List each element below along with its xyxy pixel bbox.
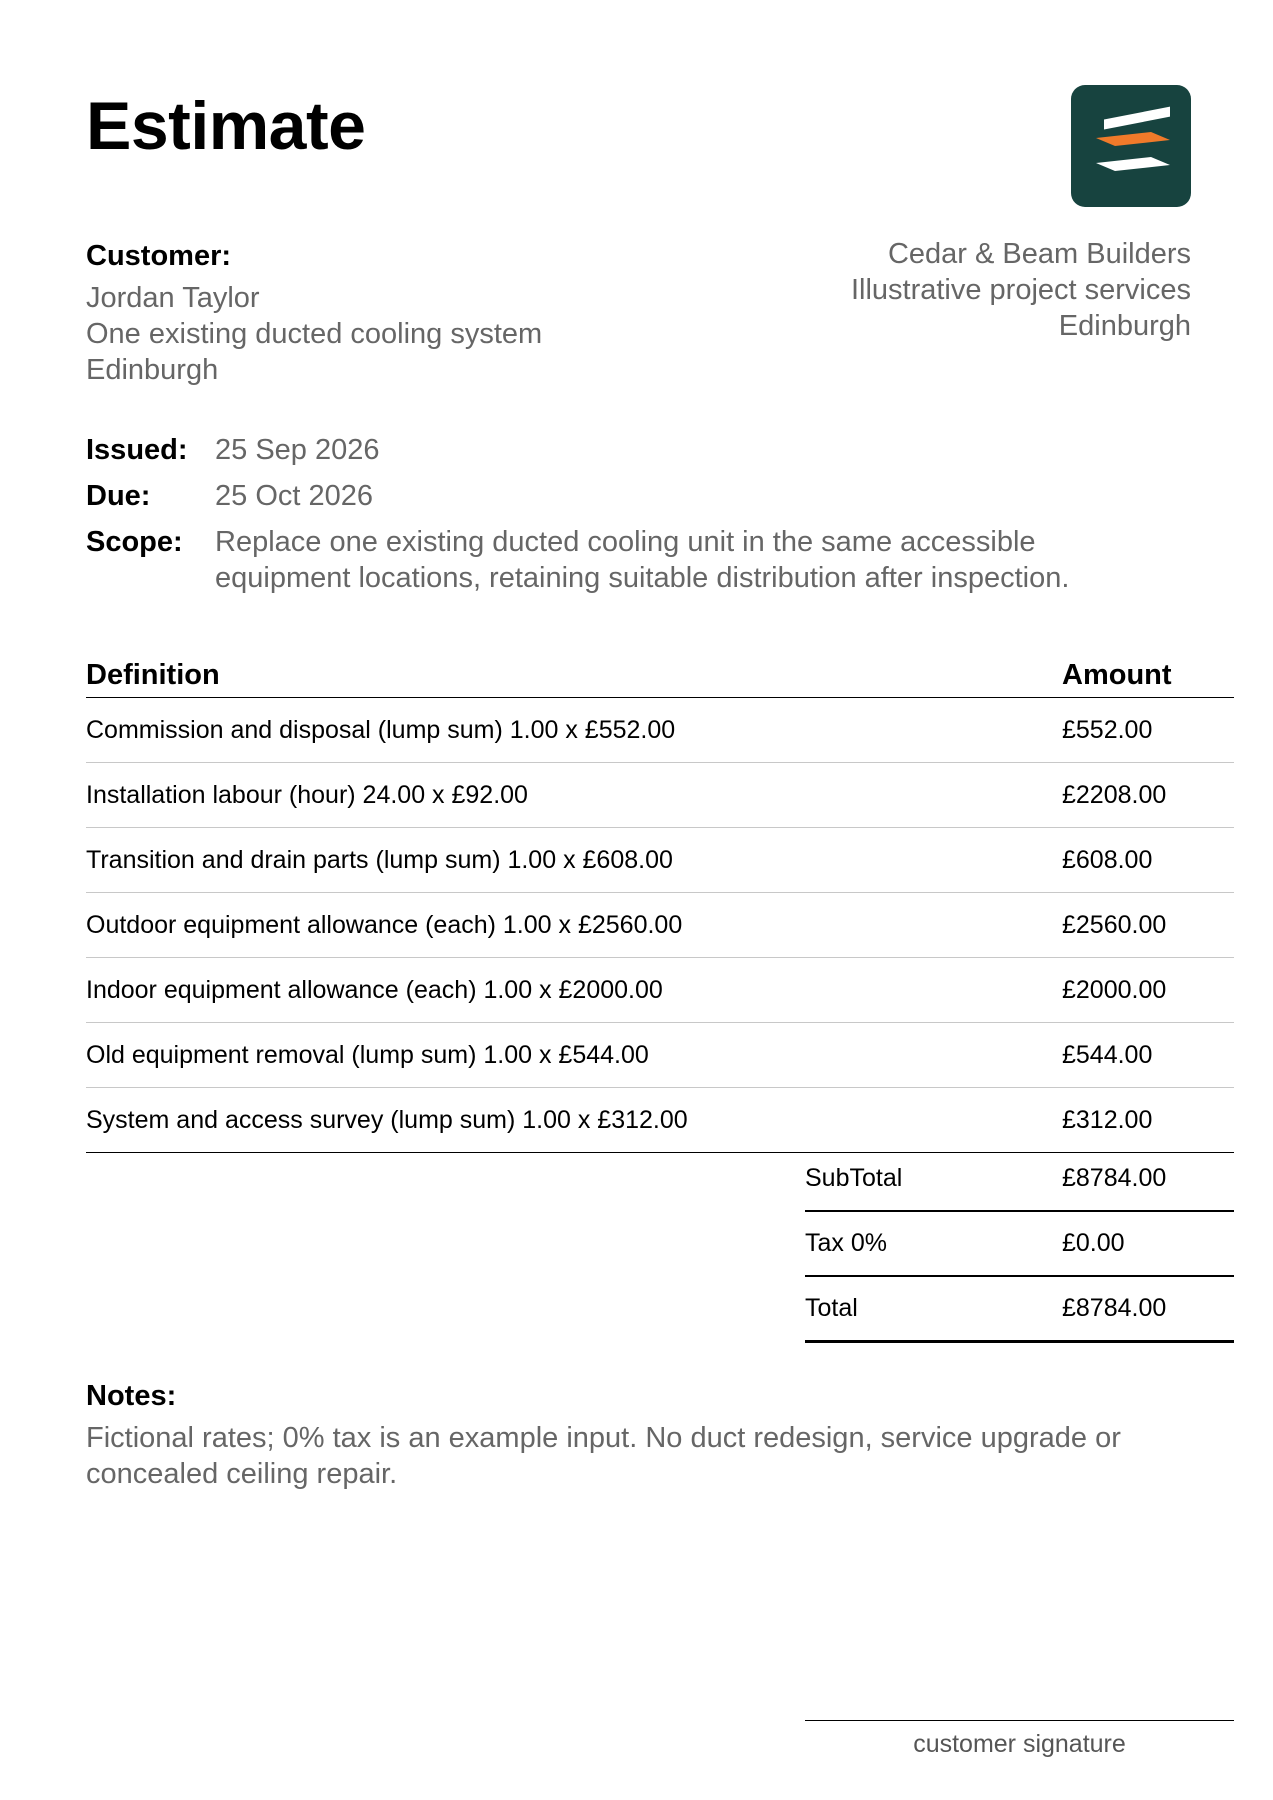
notes-line1: Fictional rates; 0% tax is an example input. No duct redesign, service upgrade or [86, 1422, 1121, 1454]
header-amount: Amount [1062, 659, 1172, 691]
company-line2: Illustrative project services [850, 274, 1191, 306]
tax-value: £0.00 [1062, 1229, 1125, 1257]
estimate-meta [86, 432, 1186, 606]
row-amount: £608.00 [1062, 846, 1153, 874]
table-row [86, 763, 1234, 828]
subtotal-value: £8784.00 [1062, 1164, 1167, 1192]
row-definition: Transition and drain parts (lump sum) 1.00 x £608.00 [86, 846, 673, 874]
row-definition: Indoor equipment allowance (each) 1.00 x £2000.00 [86, 976, 663, 1004]
table-row [86, 1088, 1234, 1153]
notes-line2: concealed ceiling repair. [86, 1458, 398, 1490]
company-block [851, 236, 1191, 344]
table-body [86, 698, 1234, 1153]
tax-row [805, 1212, 1234, 1277]
row-amount: £2208.00 [1062, 781, 1167, 809]
row-definition: Outdoor equipment allowance (each) 1.00 x £2560.00 [86, 911, 683, 939]
row-amount: £312.00 [1062, 1106, 1153, 1134]
document-title: Estimate [86, 88, 366, 164]
company-logo [1071, 85, 1191, 207]
issued-value: 25 Sep 2026 [215, 434, 380, 466]
due-label: Due: [86, 480, 151, 512]
total-row [805, 1277, 1234, 1343]
total-label: Total [805, 1294, 858, 1322]
row-amount: £552.00 [1062, 716, 1153, 744]
customer-line2: One existing ducted cooling system [86, 318, 543, 350]
row-definition: System and access survey (lump sum) 1.00 x £312.00 [86, 1106, 688, 1134]
notes-block [86, 1376, 1236, 1492]
row-amount: £544.00 [1062, 1041, 1153, 1069]
stacked-layers-logo-icon [1071, 85, 1191, 207]
scope-line1: Replace one existing ducted cooling unit in the same accessible [215, 526, 1036, 558]
due-row [86, 478, 1186, 514]
notes-label: Notes: [86, 1380, 177, 1412]
table-header [86, 650, 1234, 698]
scope-line2: equipment locations, retaining suitable distribution after inspection. [215, 562, 1070, 594]
table-row [86, 893, 1234, 958]
customer-block [86, 236, 542, 388]
subtotal-row [805, 1147, 1234, 1212]
company-line3: Edinburgh [1058, 310, 1191, 342]
row-definition: Commission and disposal (lump sum) 1.00 x £552.00 [86, 716, 676, 744]
scope-row [86, 524, 1186, 596]
subtotal-label: SubTotal [805, 1164, 903, 1192]
totals-block [805, 1147, 1234, 1343]
total-value: £8784.00 [1062, 1294, 1167, 1322]
table-row [86, 828, 1234, 893]
customer-name: Jordan Taylor [86, 282, 260, 314]
due-value: 25 Oct 2026 [215, 480, 373, 512]
issued-row [86, 432, 1186, 468]
row-amount: £2000.00 [1062, 976, 1167, 1004]
issued-label: Issued: [86, 434, 188, 466]
table-row [86, 698, 1234, 763]
customer-label: Customer: [86, 240, 232, 272]
scope-label: Scope: [86, 526, 183, 558]
tax-label: Tax 0% [805, 1229, 887, 1257]
signature-line[interactable] [805, 1720, 1234, 1721]
row-definition: Installation labour (hour) 24.00 x £92.00 [86, 781, 528, 809]
company-name: Cedar & Beam Builders [887, 238, 1191, 270]
customer-line3: Edinburgh [86, 354, 219, 386]
table-row [86, 958, 1234, 1023]
notes-text [86, 1420, 1236, 1492]
line-items-table [86, 650, 1234, 1153]
row-definition: Old equipment removal (lump sum) 1.00 x £544.00 [86, 1041, 649, 1069]
row-amount: £2560.00 [1062, 911, 1167, 939]
table-row [86, 1023, 1234, 1088]
header-definition: Definition [86, 659, 220, 691]
signature-label: customer signature [913, 1730, 1126, 1758]
scope-value [215, 524, 1069, 596]
